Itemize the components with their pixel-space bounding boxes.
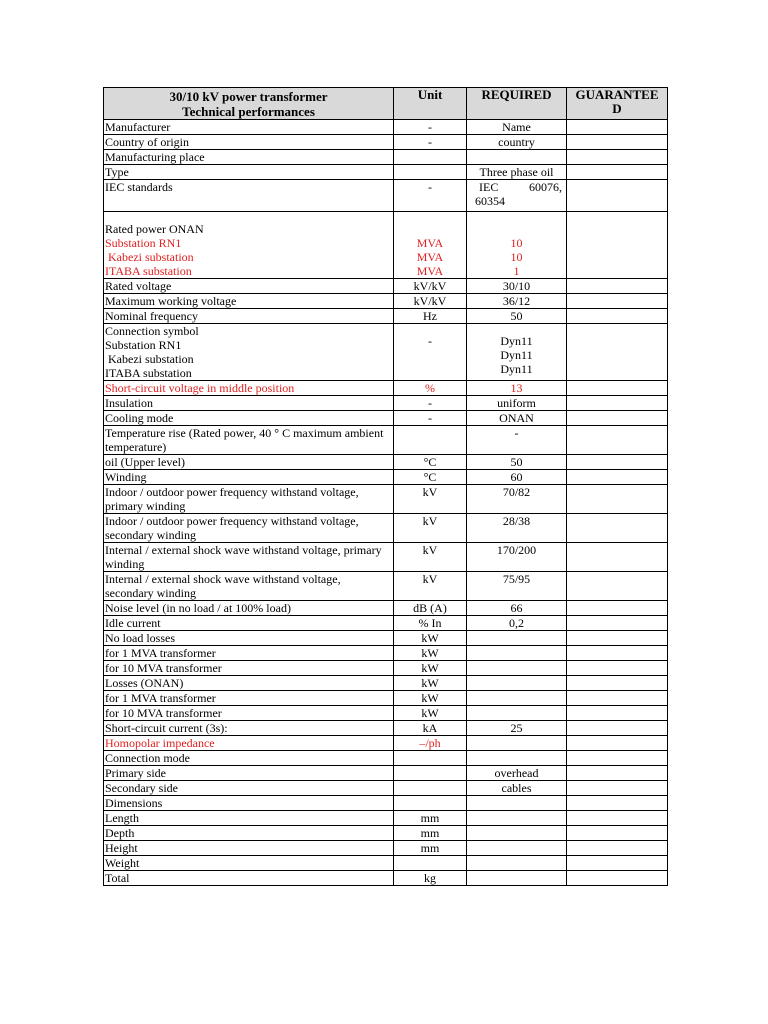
row-guaranteed: [567, 455, 668, 470]
connection-symbol-sub2: Kabezi substation: [105, 352, 194, 366]
table-row: [104, 309, 668, 324]
row-unit: kV: [394, 543, 467, 572]
row-guaranteed: [567, 180, 668, 212]
row-label: Internal / external shock wave withstand voltage, primary winding: [104, 543, 394, 572]
row-required: [467, 676, 567, 691]
header-guaranteed-line2: D: [612, 101, 622, 116]
row-guaranteed: [567, 212, 668, 279]
row-required: [467, 150, 567, 165]
row-unit: Hz: [394, 309, 467, 324]
row-unit: kW: [394, 646, 467, 661]
row-label: Nominal frequency: [104, 309, 394, 324]
row-required: 13: [467, 381, 567, 396]
row-guaranteed: [567, 781, 668, 796]
row-unit: % In: [394, 616, 467, 631]
table-row: [104, 514, 668, 543]
row-required: ONAN: [467, 411, 567, 426]
row-guaranteed: [567, 661, 668, 676]
row-guaranteed: [567, 309, 668, 324]
table-row: [104, 396, 668, 411]
row-guaranteed: [567, 470, 668, 485]
table-row: [104, 411, 668, 426]
table-row: [104, 646, 668, 661]
row-label: Winding: [104, 470, 394, 485]
row-guaranteed: [567, 165, 668, 180]
rated-power-req2: 10: [510, 250, 523, 264]
row-guaranteed: [567, 543, 668, 572]
row-guaranteed: [567, 676, 668, 691]
row-unit: kA: [394, 721, 467, 736]
row-guaranteed: [567, 381, 668, 396]
rated-power-req3: 1: [513, 264, 520, 278]
row-unit: kV: [394, 485, 467, 514]
table-row: [104, 135, 668, 150]
row-required: -: [467, 426, 567, 455]
row-required: Three phase oil: [467, 165, 567, 180]
row-unit: kV: [394, 572, 467, 601]
rated-power-unit2: MVA: [416, 250, 444, 264]
row-label: Type: [104, 165, 394, 180]
row-label: Maximum working voltage: [104, 294, 394, 309]
iec-number-2: 60354: [475, 194, 505, 208]
row-required: [467, 826, 567, 841]
row-label: Cooling mode: [104, 411, 394, 426]
table-row: [104, 279, 668, 294]
header-title-line1: 30/10 kV power transformer: [169, 89, 328, 104]
row-label: Idle current: [104, 616, 394, 631]
table-row: [104, 676, 668, 691]
row-required: 25: [467, 721, 567, 736]
row-label: for 10 MVA transformer: [104, 706, 394, 721]
row-required: [467, 324, 567, 381]
connection-symbol-label: Connection symbol: [105, 324, 199, 338]
row-label: Rated voltage: [104, 279, 394, 294]
table-row: [104, 796, 668, 811]
row-label: IEC standards: [104, 180, 394, 212]
row-required: [467, 706, 567, 721]
row-required: 60: [467, 470, 567, 485]
table-row: [104, 180, 668, 212]
row-guaranteed: [567, 572, 668, 601]
row-unit: kW: [394, 676, 467, 691]
row-required: 70/82: [467, 485, 567, 514]
row-guaranteed: [567, 871, 668, 886]
row-required: [467, 691, 567, 706]
row-guaranteed: [567, 691, 668, 706]
row-label: Homopolar impedance: [104, 736, 394, 751]
row-unit: %: [394, 381, 467, 396]
row-guaranteed: [567, 856, 668, 871]
rated-power-req1: 10: [510, 236, 523, 250]
row-required: [467, 856, 567, 871]
table-row: [104, 616, 668, 631]
row-required: uniform: [467, 396, 567, 411]
row-label: Temperature rise (Rated power, 40 ° C maximum ambient temperature): [104, 426, 394, 455]
table-row: [104, 601, 668, 616]
table-header-row: [104, 88, 668, 120]
row-label: Manufacturing place: [104, 150, 394, 165]
table-row: [104, 212, 668, 279]
row-required: cables: [467, 781, 567, 796]
table-row: [104, 826, 668, 841]
row-unit: [394, 212, 467, 279]
header-unit: Unit: [394, 88, 467, 120]
row-label: Losses (ONAN): [104, 676, 394, 691]
table-row: [104, 455, 668, 470]
row-unit: °C: [394, 455, 467, 470]
rated-power-sub1: Substation RN1: [105, 236, 182, 250]
row-unit: mm: [394, 811, 467, 826]
row-required: 66: [467, 601, 567, 616]
row-guaranteed: [567, 631, 668, 646]
row-label: Height: [104, 841, 394, 856]
row-label: Primary side: [104, 766, 394, 781]
row-guaranteed: [567, 150, 668, 165]
rated-power-label: Rated power ONAN: [105, 222, 204, 236]
row-unit: –/ph: [394, 736, 467, 751]
row-unit: -: [394, 411, 467, 426]
row-guaranteed: [567, 736, 668, 751]
row-unit: [394, 751, 467, 766]
row-label: Connection mode: [104, 751, 394, 766]
row-unit: -: [394, 396, 467, 411]
row-guaranteed: [567, 721, 668, 736]
row-required: 30/10: [467, 279, 567, 294]
row-label: Indoor / outdoor power frequency withstand voltage, primary winding: [104, 485, 394, 514]
row-guaranteed: [567, 811, 668, 826]
row-unit: [394, 165, 467, 180]
table-row: [104, 841, 668, 856]
connection-symbol-sub1: Substation RN1: [105, 338, 182, 352]
header-required: REQUIRED: [467, 88, 567, 120]
table-row: [104, 572, 668, 601]
row-label: Short-circuit voltage in middle position: [104, 381, 394, 396]
row-guaranteed: [567, 616, 668, 631]
table-row: [104, 324, 668, 381]
row-required: [467, 661, 567, 676]
table-row: [104, 543, 668, 572]
rated-power-unit1: MVA: [416, 236, 444, 250]
rated-power-sub3: ITABA substation: [105, 264, 192, 278]
table-row: [104, 721, 668, 736]
row-label: for 10 MVA transformer: [104, 661, 394, 676]
row-guaranteed: [567, 426, 668, 455]
connection-symbol-sub3: ITABA substation: [105, 366, 192, 380]
table-row: [104, 631, 668, 646]
row-guaranteed: [567, 796, 668, 811]
row-label: oil (Upper level): [104, 455, 394, 470]
row-required: [467, 736, 567, 751]
row-required: [467, 841, 567, 856]
row-unit: -: [394, 180, 467, 212]
row-unit: kW: [394, 691, 467, 706]
row-label: Length: [104, 811, 394, 826]
row-unit: kV/kV: [394, 294, 467, 309]
row-guaranteed: [567, 751, 668, 766]
row-label: Total: [104, 871, 394, 886]
row-guaranteed: [567, 601, 668, 616]
row-guaranteed: [567, 826, 668, 841]
row-required: country: [467, 135, 567, 150]
header-title-line2: Technical performances: [182, 104, 315, 119]
transformer-spec-table: [103, 87, 668, 886]
row-required: 28/38: [467, 514, 567, 543]
table-row: [104, 766, 668, 781]
row-required: 0,2: [467, 616, 567, 631]
table-row: [104, 661, 668, 676]
connection-symbol-req1: Dyn11: [500, 334, 533, 348]
row-guaranteed: [567, 766, 668, 781]
row-label: Indoor / outdoor power frequency withstand voltage, secondary winding: [104, 514, 394, 543]
row-label: for 1 MVA transformer: [104, 691, 394, 706]
table-row: [104, 736, 668, 751]
row-label: Weight: [104, 856, 394, 871]
connection-symbol-req2: Dyn11: [500, 348, 533, 362]
row-unit: [394, 150, 467, 165]
table-row: [104, 811, 668, 826]
rated-power-sub2: Kabezi substation: [105, 250, 194, 264]
row-label: No load losses: [104, 631, 394, 646]
row-unit: [394, 766, 467, 781]
row-guaranteed: [567, 135, 668, 150]
table-row: [104, 856, 668, 871]
table-row: [104, 426, 668, 455]
row-label: Internal / external shock wave withstand voltage, secondary winding: [104, 572, 394, 601]
row-guaranteed: [567, 706, 668, 721]
row-unit: kV/kV: [394, 279, 467, 294]
row-unit: -: [394, 135, 467, 150]
table-row: [104, 751, 668, 766]
table-row: [104, 871, 668, 886]
row-unit: [394, 324, 467, 381]
table-row: [104, 691, 668, 706]
row-unit: [394, 796, 467, 811]
row-required: [467, 180, 567, 212]
connection-symbol-unit: -: [428, 334, 432, 348]
row-required: overhead: [467, 766, 567, 781]
row-required: [467, 751, 567, 766]
iec-line1: [468, 180, 565, 194]
row-unit: mm: [394, 826, 467, 841]
iec-number-1: 60076,: [529, 180, 562, 194]
row-unit: kg: [394, 871, 467, 886]
row-unit: [394, 426, 467, 455]
row-label: Dimensions: [104, 796, 394, 811]
row-required: 50: [467, 455, 567, 470]
row-label: Short-circuit current (3s):: [104, 721, 394, 736]
row-guaranteed: [567, 120, 668, 135]
row-label: Manufacturer: [104, 120, 394, 135]
row-unit: kV: [394, 514, 467, 543]
header-title: [104, 88, 394, 120]
row-guaranteed: [567, 279, 668, 294]
row-label: [104, 212, 394, 279]
rated-power-unit3: MVA: [416, 264, 444, 278]
row-label: Depth: [104, 826, 394, 841]
row-required: 50: [467, 309, 567, 324]
row-required: Name: [467, 120, 567, 135]
table-row: [104, 120, 668, 135]
table-row: [104, 150, 668, 165]
row-required: [467, 871, 567, 886]
row-guaranteed: [567, 396, 668, 411]
row-guaranteed: [567, 646, 668, 661]
row-unit: kW: [394, 661, 467, 676]
row-unit: kW: [394, 706, 467, 721]
header-guaranteed: [567, 88, 668, 120]
table-row: [104, 294, 668, 309]
row-required: 36/12: [467, 294, 567, 309]
row-guaranteed: [567, 485, 668, 514]
row-unit: [394, 781, 467, 796]
row-required: [467, 811, 567, 826]
row-unit: °C: [394, 470, 467, 485]
table-row: [104, 706, 668, 721]
row-label: Secondary side: [104, 781, 394, 796]
row-label: [104, 324, 394, 381]
row-required: 170/200: [467, 543, 567, 572]
row-guaranteed: [567, 324, 668, 381]
row-unit: mm: [394, 841, 467, 856]
row-label: Country of origin: [104, 135, 394, 150]
table-row: [104, 165, 668, 180]
table-row: [104, 381, 668, 396]
row-unit: kW: [394, 631, 467, 646]
row-unit: [394, 856, 467, 871]
row-required: [467, 212, 567, 279]
row-required: 75/95: [467, 572, 567, 601]
row-label: Insulation: [104, 396, 394, 411]
row-unit: dB (A): [394, 601, 467, 616]
row-required: [467, 646, 567, 661]
row-guaranteed: [567, 294, 668, 309]
row-guaranteed: [567, 841, 668, 856]
table-row: [104, 470, 668, 485]
row-guaranteed: [567, 411, 668, 426]
row-required: [467, 796, 567, 811]
connection-symbol-req3: Dyn11: [500, 362, 533, 376]
header-guaranteed-line1: GUARANTEE: [575, 87, 659, 102]
table-row: [104, 485, 668, 514]
row-label: for 1 MVA transformer: [104, 646, 394, 661]
row-label: Noise level (in no load / at 100% load): [104, 601, 394, 616]
row-unit: -: [394, 120, 467, 135]
table-row: [104, 781, 668, 796]
row-guaranteed: [567, 514, 668, 543]
iec-label: IEC: [479, 180, 499, 194]
row-required: [467, 631, 567, 646]
